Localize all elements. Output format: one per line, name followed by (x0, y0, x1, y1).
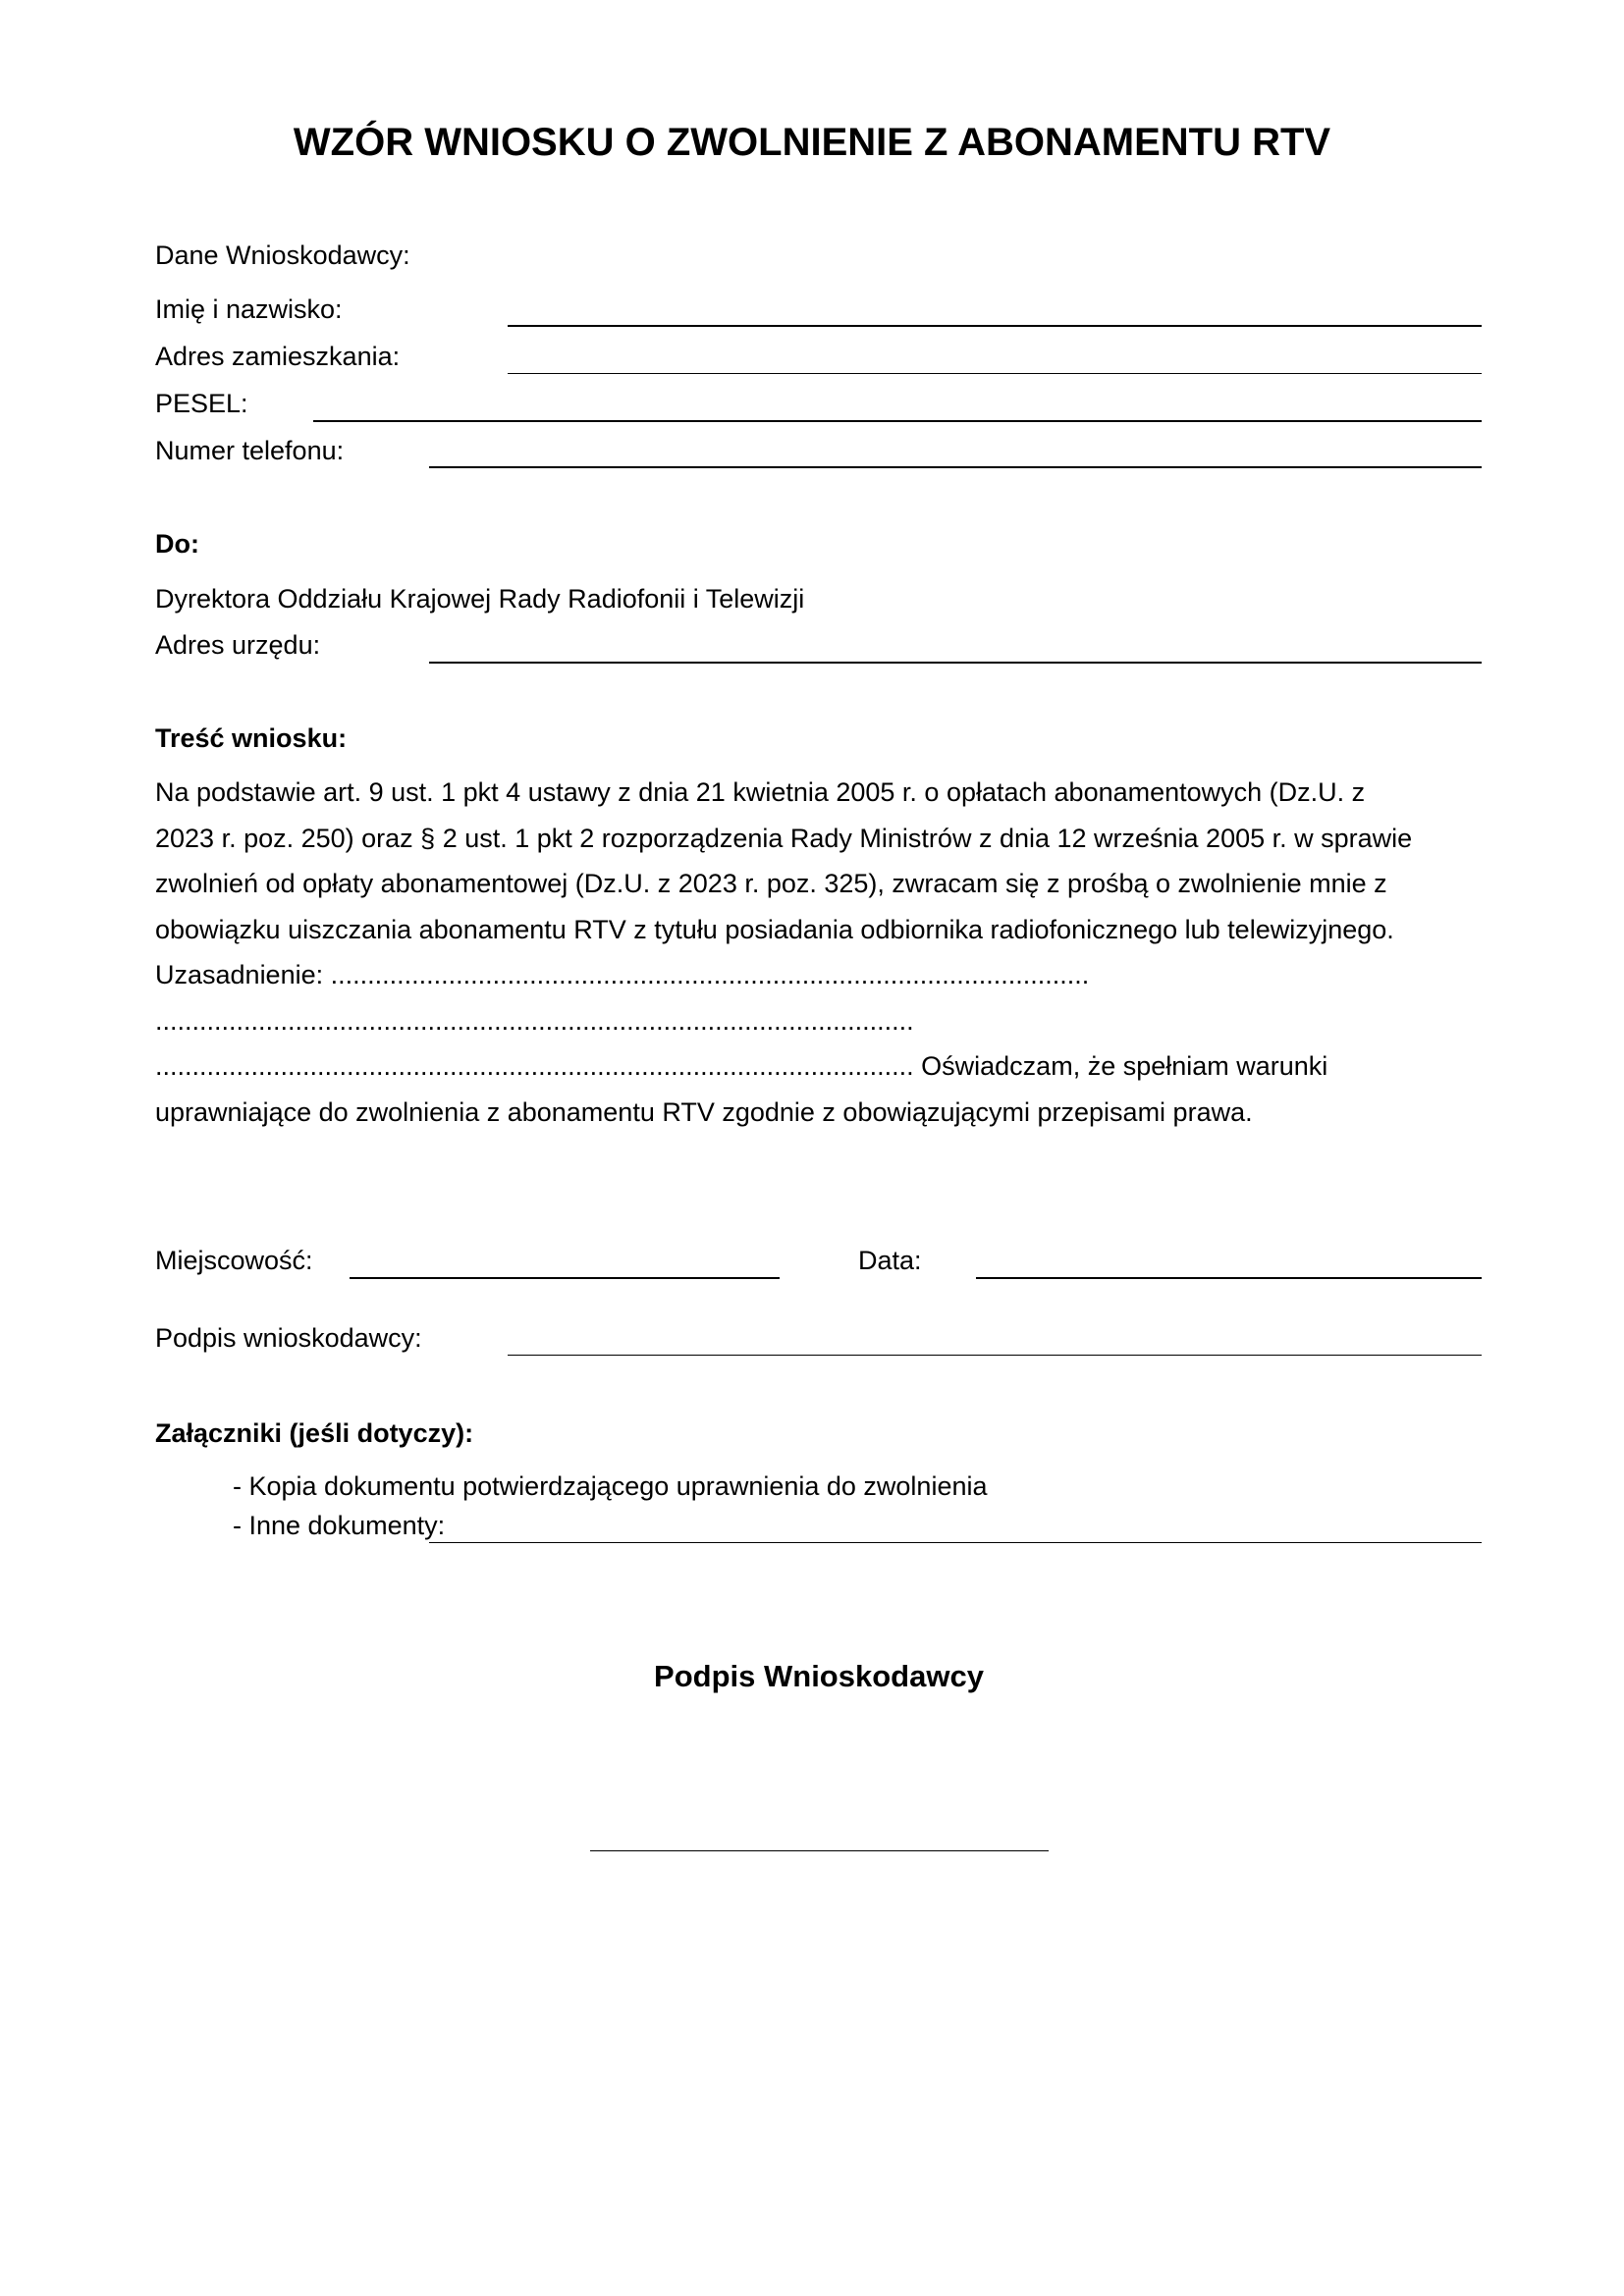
attachment-item: - Inne dokumenty: (233, 1511, 446, 1540)
justification-line: Uzasadnienie: ....................................................................................................... (155, 960, 1090, 989)
attachment-item: - Kopia dokumentu potwierdzającego uprawnienia do zwolnienia (233, 1471, 988, 1501)
justification-line: ....................................................................................................... (155, 1005, 914, 1036)
final-signature-line[interactable] (590, 1850, 1049, 1851)
other-documents-line[interactable] (429, 1542, 1482, 1543)
name-field-line[interactable] (508, 325, 1482, 327)
pesel-label: PESEL: (155, 389, 248, 418)
request-line: 2023 r. poz. 250) oraz § 2 ust. 1 pkt 2 rozporządzenia Rady Ministrów z dnia 12 września 2005 r. w sprawie (155, 823, 1413, 853)
recipient-heading: Do: (155, 529, 199, 559)
phone-label: Numer telefonu: (155, 436, 345, 465)
phone-field-line[interactable] (429, 466, 1482, 468)
applicant-signature-line[interactable] (508, 1355, 1482, 1356)
office-address-label: Adres urzędu: (155, 630, 321, 660)
place-label: Miejscowość: (155, 1246, 313, 1275)
date-field-line[interactable] (976, 1277, 1482, 1279)
attachments-heading: Załączniki (jeśli dotyczy): (155, 1418, 474, 1448)
applicant-signature-label: Podpis wnioskodawcy: (155, 1323, 422, 1353)
request-line: Na podstawie art. 9 ust. 1 pkt 4 ustawy z dnia 21 kwietnia 2005 r. o opłatach abonamentowych (Dz.U. z (155, 777, 1366, 807)
address-label: Adres zamieszkania: (155, 342, 401, 371)
pesel-field-line[interactable] (313, 420, 1482, 422)
request-heading: Treść wniosku: (155, 723, 348, 753)
final-signature-label: Podpis Wnioskodawcy (654, 1659, 984, 1693)
office-address-field-line[interactable] (429, 662, 1482, 664)
place-field-line[interactable] (350, 1277, 780, 1279)
document-title: WZÓR WNIOSKU O ZWOLNIENIE Z ABONAMENTU RTV (293, 121, 1331, 164)
address-field-line[interactable] (508, 373, 1482, 374)
request-line: zwolnień od opłaty abonamentowej (Dz.U. z 2023 r. poz. 325), zwracam się z prośbą o zwolnienie mnie z (155, 869, 1387, 898)
declaration-line: uprawniające do zwolnienia z abonamentu RTV zgodnie z obowiązującymi przepisami prawa. (155, 1096, 1253, 1127)
name-label: Imię i nazwisko: (155, 294, 343, 324)
declaration-line: ....................................................................................................... Oświadczam, że spełniam warunki (155, 1051, 1328, 1081)
applicant-section-label: Dane Wnioskodawcy: (155, 240, 410, 270)
recipient-name: Dyrektora Oddziału Krajowej Rady Radiofonii i Telewizji (155, 584, 805, 614)
request-line: obowiązku uiszczania abonamentu RTV z tytułu posiadania odbiornika radiofonicznego lub telewizyjnego. (155, 914, 1394, 944)
date-label: Data: (858, 1246, 922, 1275)
request-body (155, 770, 1490, 1135)
